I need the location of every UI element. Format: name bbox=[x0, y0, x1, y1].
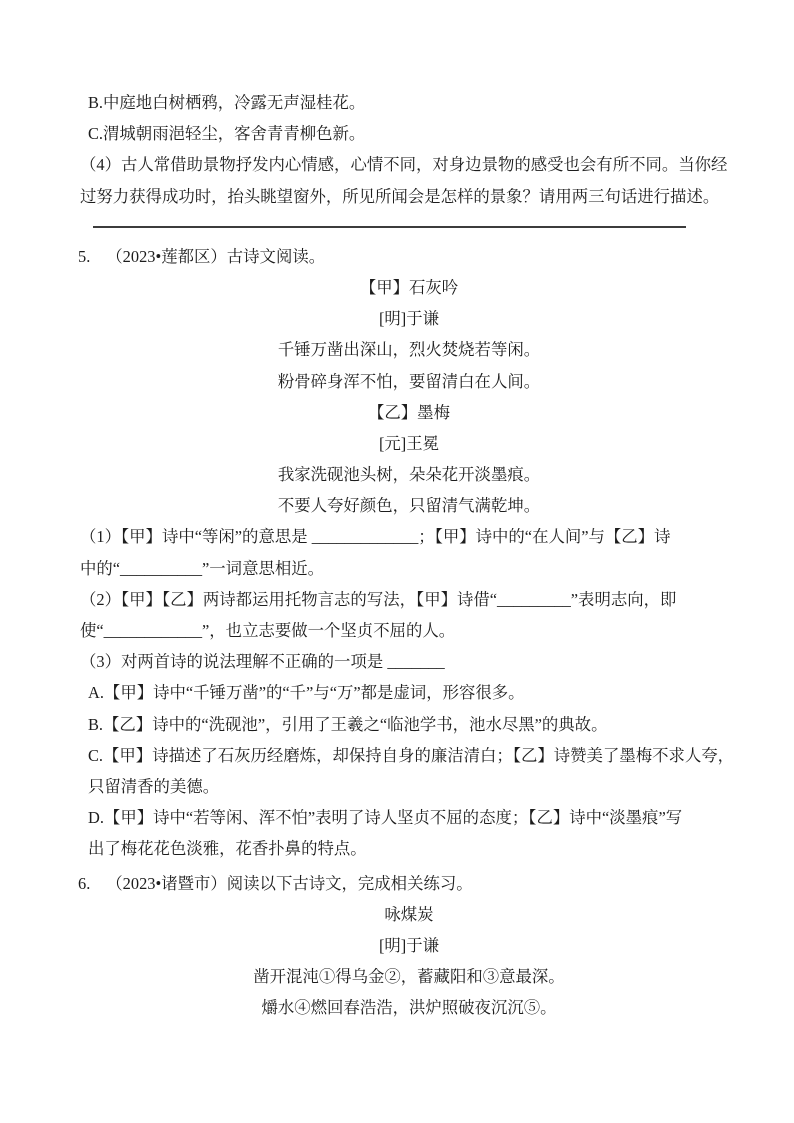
question-6-title: （2023•诸暨市）阅读以下古诗文，完成相关练习。 bbox=[106, 873, 473, 893]
prev-question-choice-b: B.中庭地白树栖鸦，冷露无声湿桂花。 bbox=[88, 93, 366, 112]
question-5-row bbox=[80, 241, 738, 272]
question-5-sub2-line-1: （2）【甲】【乙】两诗都运用托物言志的写法，【甲】诗借“_________”表明志向，即 bbox=[80, 589, 677, 609]
question-5-sub3-stem: （3）对两首诗的说法理解不正确的一项是 _______ bbox=[80, 652, 445, 672]
poem-yongmeitan-title: 咏煤炭 bbox=[384, 904, 434, 924]
poem-yongmeitan-verse-2: 爝水④燃回春浩浩，洪炉照破夜沉沉⑤。 bbox=[261, 998, 557, 1018]
question-6-number: 6. bbox=[78, 873, 91, 893]
question-5-sub1-line-1: （1）【甲】诗中“等闲”的意思是 _____________；【甲】诗中的“在人间”与【乙】诗 bbox=[80, 527, 671, 547]
poem-momei-verse-1: 我家洗砚池头树，朵朵花开淡墨痕。 bbox=[277, 465, 541, 485]
question-6-row bbox=[80, 868, 738, 899]
poem-shihuiyin-verse-1: 千锤万凿出深山，烈火焚烧若等闲。 bbox=[277, 340, 541, 360]
question-6-spacer bbox=[90, 868, 106, 899]
poem-momei-verse-2: 不要人夸好颜色，只留清气满乾坤。 bbox=[277, 496, 541, 516]
poem-momei-title: 【乙】墨梅 bbox=[368, 402, 450, 422]
poem-yongmeitan-author: [明]于谦 bbox=[378, 935, 440, 955]
question-5-sub3-option-c-line-2: 只留清香的美德。 bbox=[88, 776, 220, 796]
question-5-sub1-line-2: 中的“__________”一词意思相近。 bbox=[80, 558, 325, 578]
question-5-sub3-option-d-line-2: 出了梅花花色淡雅，花香扑鼻的特点。 bbox=[88, 839, 367, 859]
question-5-sub2-line-2: 使“____________”，也立志要做一个坚贞不屈的人。 bbox=[80, 621, 456, 640]
question-5-sub3-option-a: A.【甲】诗中“千锤万凿”的“千”与“万”都是虚词，形容很多。 bbox=[88, 683, 525, 703]
poem-momei-author: [元]王冕 bbox=[378, 433, 440, 453]
question-5-number: 5. bbox=[78, 246, 91, 266]
poem-shihuiyin-title: 【甲】石灰吟 bbox=[359, 277, 459, 297]
poem-yongmeitan-verse-1: 凿开混沌①得乌金②，蓄藏阳和③意最深。 bbox=[253, 967, 565, 987]
question-5-sub3-option-c-line-1: C.【甲】诗描述了石灰历经磨炼，却保持自身的廉洁清白；【乙】诗赞美了墨梅不求人夸， bbox=[88, 745, 735, 765]
question-5-title: （2023•莲都区）古诗文阅读。 bbox=[106, 246, 326, 266]
answer-line-divider bbox=[93, 226, 686, 228]
poem-shihuiyin-author: [明]于谦 bbox=[378, 309, 440, 329]
question-5-sub3-option-d-line-1: D.【甲】诗中“若等闲、浑不怕”表明了诗人坚贞不屈的态度；【乙】诗中“淡墨痕”写 bbox=[88, 808, 683, 828]
prev-question-part4-line-1: （4）古人常借助景物抒发内心情感，心情不同，对身边景物的感受也会有所不同。当你经 bbox=[80, 155, 728, 175]
prev-question-choice-c: C.渭城朝雨浥轻尘，客舍青青柳色新。 bbox=[88, 124, 366, 144]
poem-shihuiyin-verse-2: 粉骨碎身浑不怕，要留清白在人间。 bbox=[277, 371, 541, 391]
question-5-spacer bbox=[90, 241, 106, 272]
question-5-sub3-option-b: B.【乙】诗中的“洗砚池”，引用了王羲之“临池学书，池水尽黑”的典故。 bbox=[88, 714, 608, 734]
prev-question-part4-line-2: 过努力获得成功时，抬头眺望窗外，所见所闻会是怎样的景象？请用两三句话进行描述。 bbox=[80, 186, 720, 206]
